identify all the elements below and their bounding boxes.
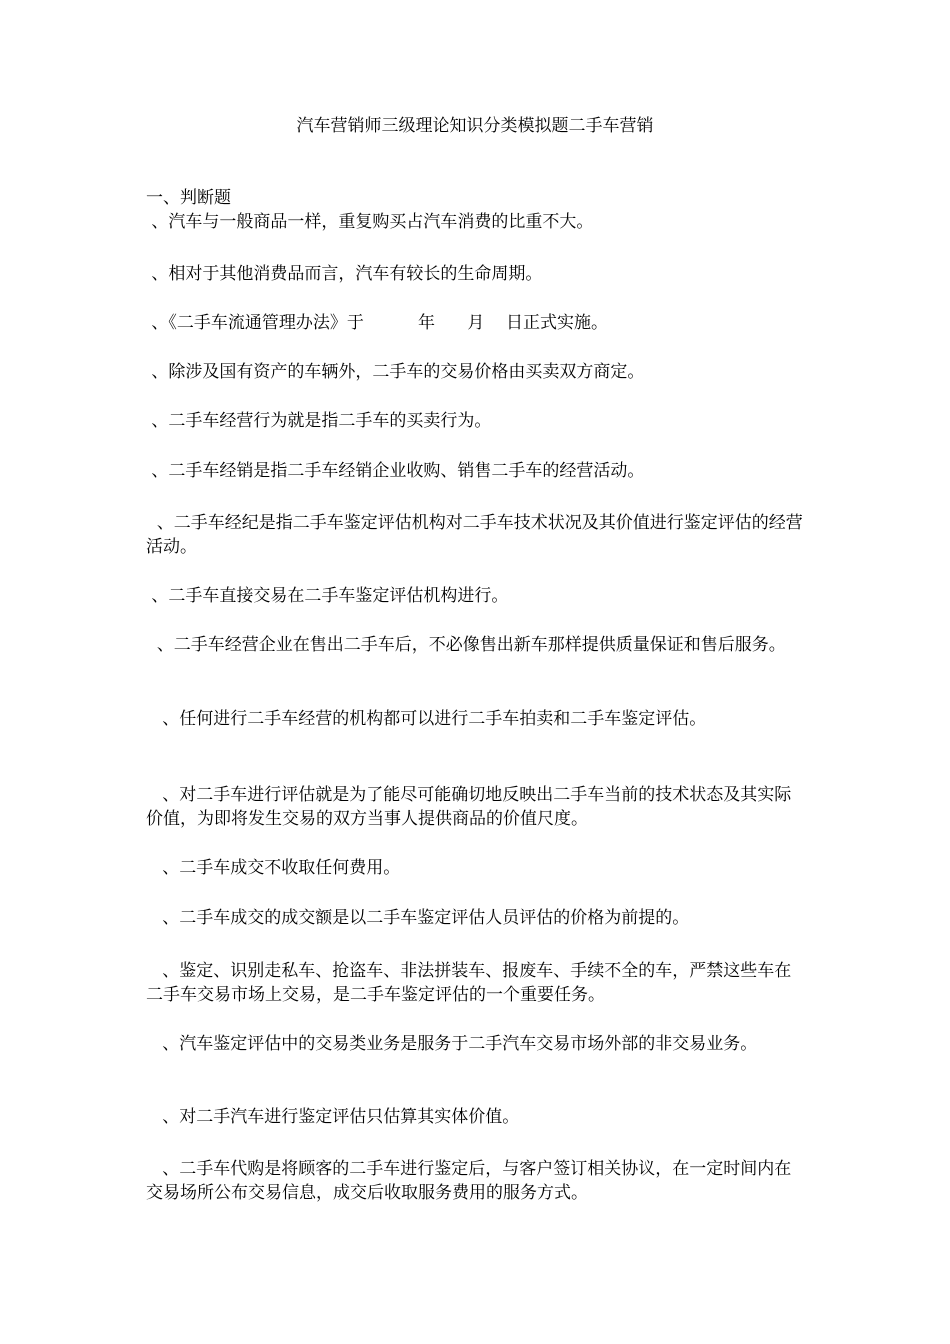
- question-7: 、二手车经纪是指二手车鉴定评估机构对二手车技术状况及其价值进行鉴定评估的经营活动。: [146, 513, 803, 557]
- question-15: 、汽车鉴定评估中的交易类业务是服务于二手汽车交易市场外部的非交易业务。: [146, 1034, 758, 1054]
- question-1: 、汽车与一般商品一样，重复购买占汽车消费的比重不大。: [146, 212, 594, 232]
- question-10: 、任何进行二手车经营的机构都可以进行二手车拍卖和二手车鉴定评估。: [146, 709, 707, 729]
- question-4: 、除涉及国有资产的车辆外，二手车的交易价格由买卖双方商定。: [146, 362, 645, 382]
- question-2: 、相对于其他消费品而言，汽车有较长的生命周期。: [146, 264, 543, 284]
- question-17: 、二手车代购是将顾客的二手车进行鉴定后，与客户签订相关协议，在一定时间内在交易场所公布交易信息，成交后收取服务费用的服务方式。: [146, 1159, 792, 1203]
- question-11: 、对二手车进行评估就是为了能尽可能确切地反映出二手车当前的技术状态及其实际价值，为即将发生交易的双方当事人提供商品的价值尺度。: [146, 785, 792, 829]
- question-9: 、二手车经营企业在售出二手车后，不必像售出新车那样提供质量保证和售后服务。: [146, 635, 786, 655]
- question-13: 、二手车成交的成交额是以二手车鉴定评估人员评估的价格为前提的。: [146, 908, 690, 928]
- question-12: 、二手车成交不收取任何费用。: [146, 858, 401, 878]
- question-5: 、二手车经营行为就是指二手车的买卖行为。: [146, 411, 492, 431]
- question-14: 、鉴定、识别走私车、抢盗车、非法拼装车、报废车、手续不全的车，严禁这些车在二手车交易市场上交易，是二手车鉴定评估的一个重要任务。: [146, 961, 792, 1005]
- question-8: 、二手车直接交易在二手车鉴定评估机构进行。: [146, 586, 509, 606]
- section-heading: 一、判断题: [146, 188, 231, 208]
- question-6: 、二手车经销是指二手车经销企业收购、销售二手车的经营活动。: [146, 461, 645, 481]
- question-3: 、《二手车流通管理办法》于 年 月 日正式实施。: [146, 313, 608, 333]
- document-title: 汽车营销师三级理论知识分类模拟题二手车营销: [296, 116, 654, 136]
- question-16: 、对二手汽车进行鉴定评估只估算其实体价值。: [146, 1107, 520, 1127]
